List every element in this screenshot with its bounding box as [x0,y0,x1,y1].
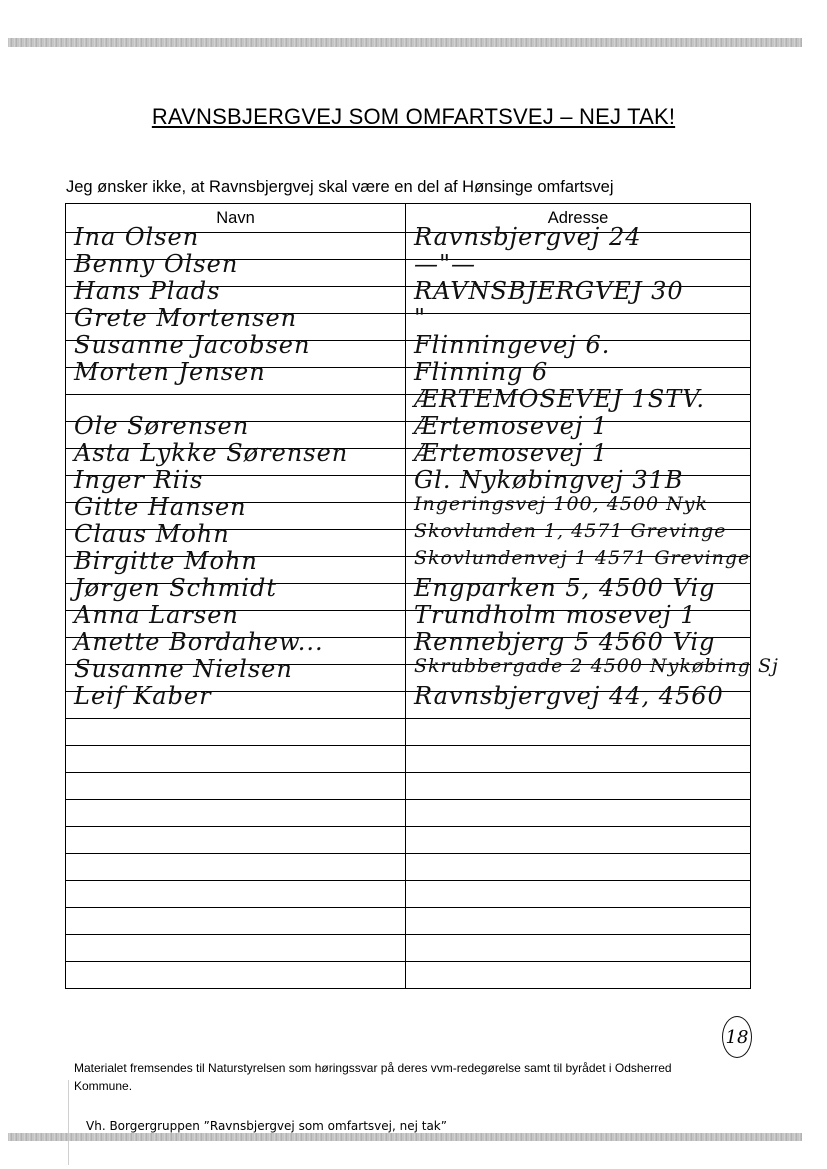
handwritten-address: Ravnsbjergvej 44, 4560 [414,682,724,710]
handwritten-address: Flinning 6 [414,358,549,386]
handwritten-name: Jørgen Schmidt [74,574,277,602]
footer-note: Materialet fremsendes til Naturstyrelsen som høringssvar på deres vvm-redegørelse samt til byrådet i Odsherred Kommune. [74,1061,672,1093]
table-row [66,746,751,773]
page-title: RAVNSBJERGVEJ SOM OMFARTSVEJ – NEJ TAK! [151,104,676,129]
address-cell [406,800,751,827]
petition-statement: Jeg ønsker ikke, at Ravnsbjergvej skal være en del af Hønsinge omfartsvej [66,178,614,196]
handwritten-name: Anna Larsen [74,601,239,629]
address-cell [406,277,751,314]
handwritten-address: Gl. Nykøbingvej 31B [414,466,684,494]
name-cell [66,827,406,854]
name-cell [66,682,406,719]
handwritten-name: Grete Mortensen [74,304,298,332]
address-cell [406,773,751,800]
footer-signature: Vh. Borgergruppen ”Ravnsbjergvej som omfartsvej, nej tak” [86,1119,447,1133]
table-row [66,827,751,854]
table-row [66,908,751,935]
table-row [66,962,751,989]
handwritten-address: " [414,304,427,332]
name-cell [66,962,406,989]
table-row [66,881,751,908]
address-cell [406,719,751,746]
address-cell [406,827,751,854]
address-cell [406,881,751,908]
handwritten-address: Rennebjerg 5 4560 Vig [414,628,716,656]
name-cell [66,800,406,827]
handwritten-address: Ingeringsvej 100, 4500 Nyk [414,493,708,515]
handwritten-address: Trundholm mosevej 1 [414,601,697,629]
handwritten-name: Morten Jensen [74,358,266,386]
address-cell [406,962,751,989]
handwritten-address: —"— [414,250,477,278]
handwritten-address: Skrubbergade 2 4500 Nykøbing Sj [414,655,779,677]
handwritten-name: Hans Plads [74,277,221,305]
handwritten-name: Ina Olsen [74,223,200,251]
handwritten-name: Ole Sørensen [74,412,250,440]
handwritten-name: Asta Lykke Sørensen [74,439,349,467]
handwritten-name: Susanne Nielsen [74,655,293,683]
address-cell [406,746,751,773]
page-number-stamp: 18 [722,1016,752,1058]
handwritten-address: Engparken 5, 4500 Vig [414,574,716,602]
signature-rows [66,223,779,989]
handwritten-address: Flinningevej 6. [414,331,611,359]
scan-edge-bottom [8,1133,802,1141]
handwritten-name: Claus Mohn [74,520,230,548]
table-row [66,800,751,827]
table-row [66,692,751,719]
handwritten-name: Benny Olsen [74,250,239,278]
address-cell [406,854,751,881]
table-row [66,854,751,881]
table-row [66,719,751,746]
signature-table [65,203,779,989]
address-cell [406,935,751,962]
handwritten-address: Skovlundenvej 1 4571 Grevinge [414,547,751,569]
handwritten-name: Susanne Jacobsen [74,331,311,359]
name-cell [66,358,406,395]
handwritten-address: Skovlunden 1, 4571 Grevinge [414,520,727,542]
handwritten-name: Gitte Hansen [74,493,247,521]
handwritten-address: ÆRTEMOSEVEJ 1STV. [414,385,705,413]
name-cell [66,908,406,935]
column-header-name: Navn [66,204,406,233]
table-row [66,773,751,800]
margin-line [68,1080,69,1165]
table-row [66,935,751,962]
handwritten-address: Ravnsbjergvej 24 [414,223,642,251]
name-cell [66,935,406,962]
address-cell [406,908,751,935]
handwritten-address: Ærtemosevej 1 [414,412,609,440]
handwritten-address: RAVNSBJERGVEJ 30 [414,277,684,305]
handwritten-address: Ærtemosevej 1 [414,439,609,467]
name-cell [66,773,406,800]
name-cell [66,719,406,746]
handwritten-name: Anette Bordahew... [74,628,324,656]
scan-edge-top [8,38,802,47]
name-cell [66,881,406,908]
name-cell [66,854,406,881]
name-cell [66,746,406,773]
address-cell [406,682,751,719]
column-header-address: Adresse [406,204,751,233]
handwritten-name: Leif Kaber [74,682,212,710]
handwritten-name: Inger Riis [74,466,204,494]
handwritten-name: Birgitte Mohn [74,547,258,575]
